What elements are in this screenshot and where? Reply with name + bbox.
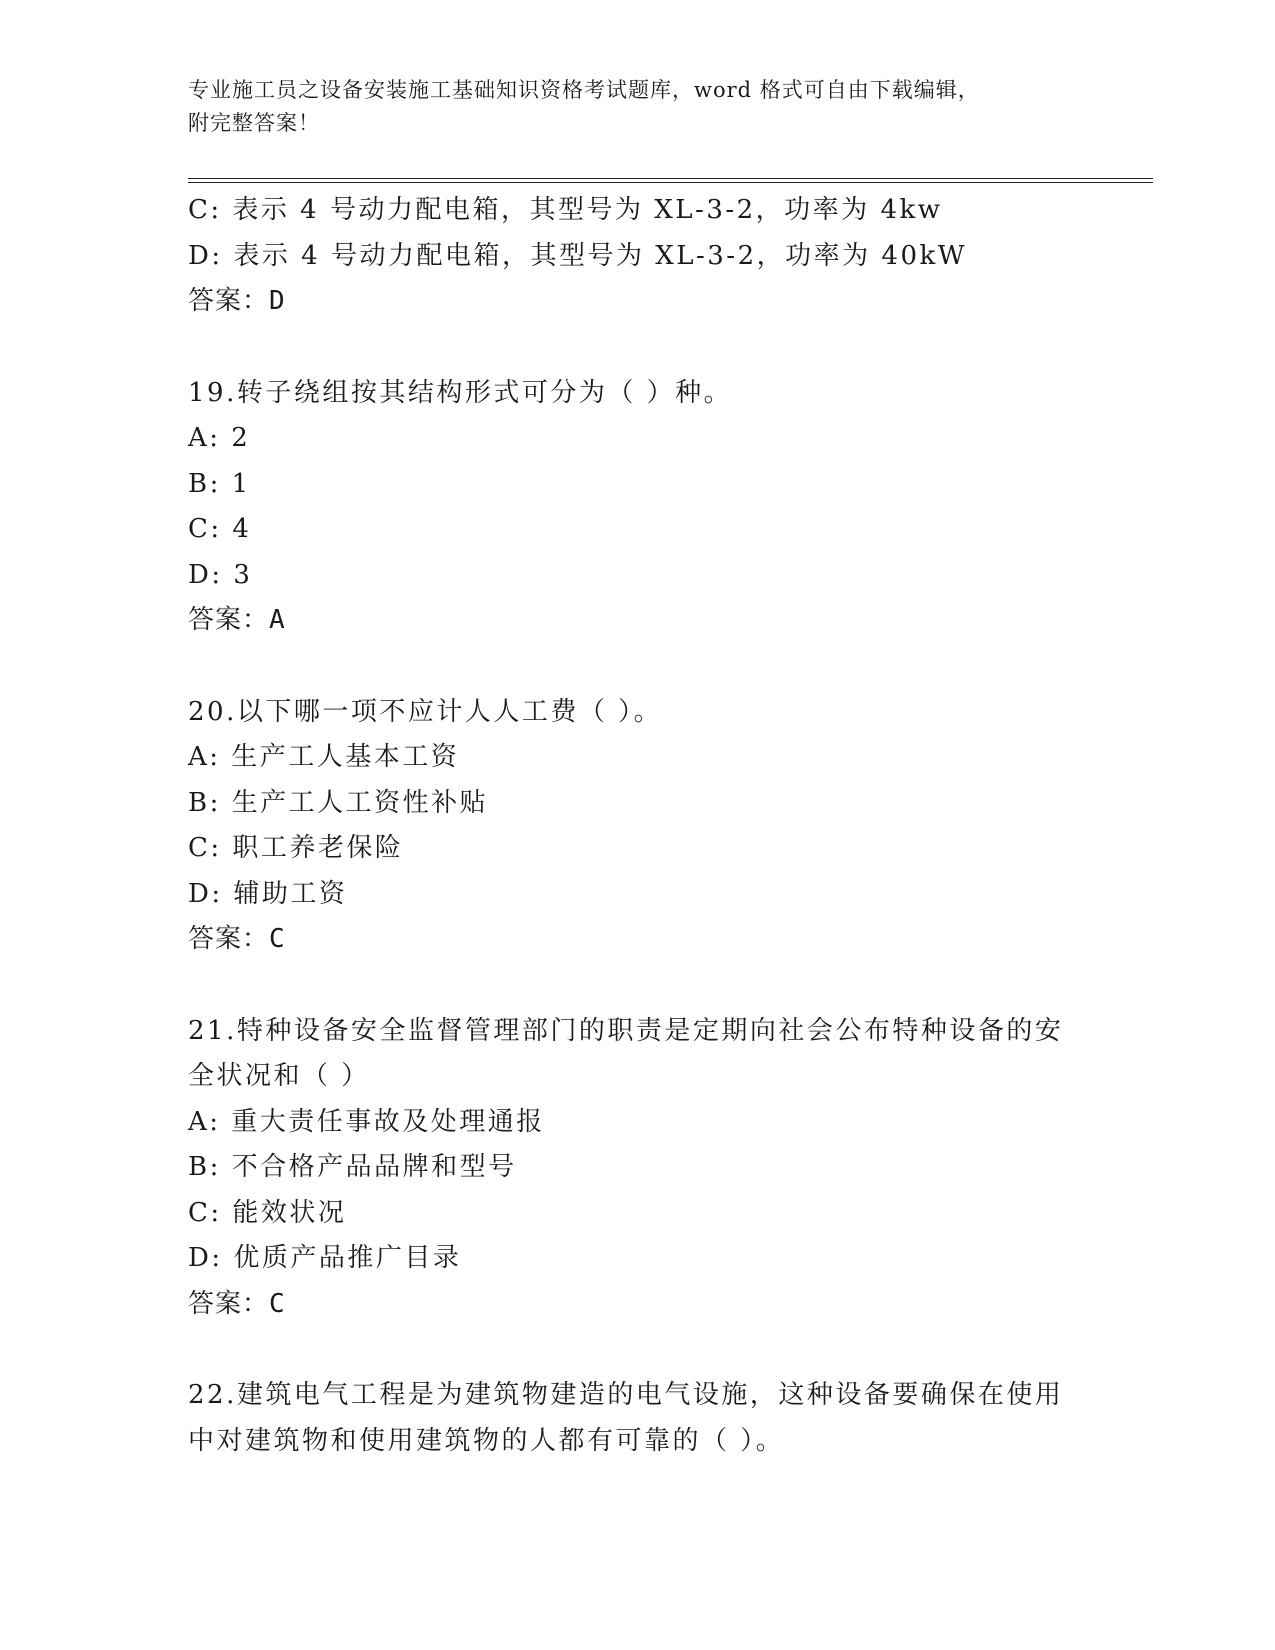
question-20 — [188, 690, 1088, 963]
option-d: D: 表示 4 号动力配电箱，其型号为 XL-3-2，功率为 40kW — [188, 240, 967, 271]
question-18-continuation — [188, 188, 1088, 325]
answer-line — [188, 917, 1088, 963]
question-text-line-1: 21.特种设备安全监督管理部门的职责是定期向社会公布特种设备的安 — [188, 1015, 1064, 1046]
answer-label: 答案： — [188, 286, 270, 316]
header-divider-bottom — [188, 182, 1153, 183]
question-text-line-2: 全状况和（ ） — [188, 1061, 370, 1091]
question-text-line-2: 中对建筑物和使用建筑物的人都有可靠的（ ）。 — [188, 1425, 785, 1456]
header-title-line-1: 专业施工员之设备安装施工基础知识资格考试题库，word 格式可自由下载编辑， — [188, 78, 980, 102]
question-21 — [188, 1009, 1088, 1328]
question-text: 20.以下哪一项不应计人人工费（ ）。 — [188, 696, 663, 727]
answer-line — [188, 279, 1088, 325]
document-header — [188, 74, 1068, 140]
option-a: A: 生产工人基本工资 — [188, 742, 460, 772]
header-divider-top — [188, 178, 1153, 179]
answer-label: 答案： — [188, 605, 270, 635]
option-d: D: 辅助工资 — [188, 878, 348, 909]
option-b: B: 1 — [188, 468, 251, 499]
option-b: B: 不合格产品品牌和型号 — [188, 1152, 517, 1182]
answer-value: D — [269, 286, 286, 316]
option-a: A: 重大责任事故及处理通报 — [188, 1106, 545, 1137]
option-c: C: 职工养老保险 — [188, 833, 404, 863]
answer-line — [188, 1282, 1088, 1328]
question-content — [188, 188, 1088, 1464]
spacer — [188, 644, 1088, 690]
option-b: B: 生产工人工资性补贴 — [188, 787, 489, 818]
header-title-line-2: 附完整答案！ — [188, 111, 320, 135]
answer-label: 答案： — [188, 1288, 270, 1319]
spacer — [188, 963, 1088, 1009]
option-d: D: 优质产品推广目录 — [188, 1243, 462, 1273]
question-22 — [188, 1373, 1088, 1464]
answer-label: 答案： — [188, 924, 270, 954]
spacer — [188, 1327, 1088, 1373]
answer-line — [188, 598, 1088, 644]
option-c: C: 能效状况 — [188, 1197, 347, 1228]
question-19 — [188, 371, 1088, 644]
option-a: A: 2 — [188, 423, 251, 453]
answer-value: C — [269, 1288, 286, 1319]
option-d: D: 3 — [188, 559, 253, 590]
answer-value: C — [269, 924, 286, 954]
option-c: C: 表示 4 号动力配电箱，其型号为 XL-3-2，功率为 4kw — [188, 195, 943, 225]
question-text-line-1: 22.建筑电气工程是为建筑物建造的电气设施，这种设备要确保在使用 — [188, 1380, 1064, 1410]
spacer — [188, 325, 1088, 371]
answer-value: A — [269, 605, 286, 635]
question-text: 19.转子绕组按其结构形式可分为（ ）种。 — [188, 377, 733, 408]
option-c: C: 4 — [188, 514, 252, 544]
